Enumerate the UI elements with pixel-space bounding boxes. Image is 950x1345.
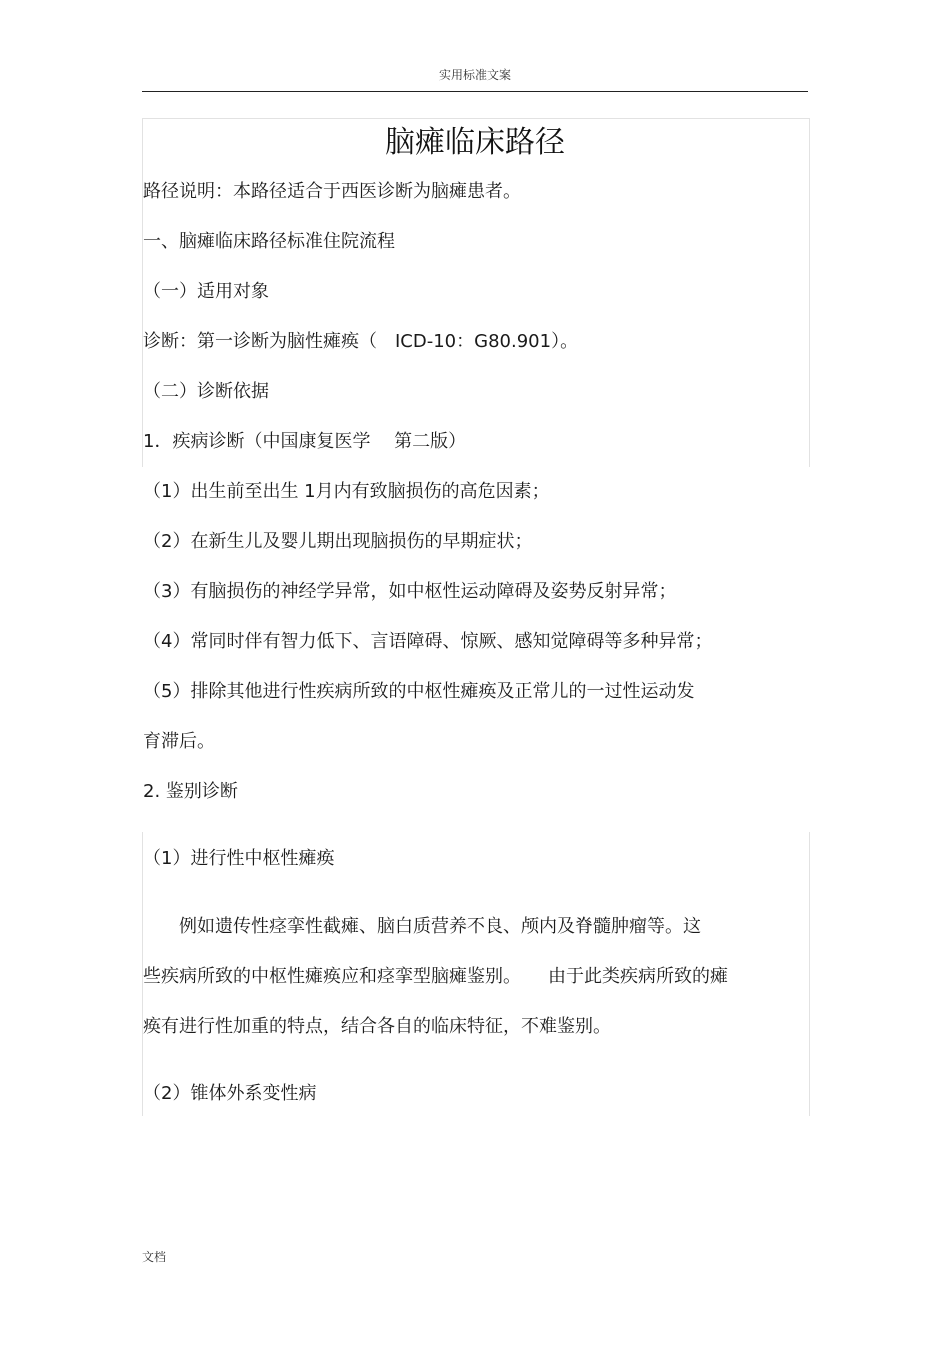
criteria-item-4: （4）常同时伴有智力低下、言语障碍、惊厥、感知觉障碍等多种异常； <box>143 631 713 652</box>
subsection-diagnostic-basis: （二）诊断依据 <box>143 381 269 402</box>
diagnosis-line: 诊断：第一诊断为脑性瘫痪（ ICD-10：G80.901）。 <box>143 331 579 352</box>
criteria-item-5-continued: 育滞后。 <box>143 731 215 752</box>
differential-item-1: （1）进行性中枢性瘫痪 <box>143 848 335 869</box>
criteria-item-3: （3）有脑损伤的神经学异常，如中枢性运动障碍及姿势反射异常； <box>143 581 677 602</box>
section-heading-1: 一、脑瘫临床路径标准住院流程 <box>143 231 395 252</box>
header-divider <box>142 91 808 92</box>
subsection-applicable-objects: （一）适用对象 <box>143 281 269 302</box>
disease-diagnosis-heading: 1．疾病诊断（中国康复医学 第二版） <box>143 431 467 452</box>
paragraph-line-1: 例如遗传性痉挛性截瘫、脑白质营养不良、颅内及脊髓肿瘤等。这 <box>143 916 701 937</box>
criteria-item-5: （5）排除其他进行性疾病所致的中枢性瘫痪及正常儿的一过性运动发 <box>143 681 695 702</box>
path-description: 路径说明：本路径适合于西医诊断为脑瘫患者。 <box>143 181 521 202</box>
differential-diagnosis-heading: 2. 鉴别诊断 <box>143 781 238 802</box>
criteria-item-2: （2）在新生儿及婴儿期出现脑损伤的早期症状； <box>143 531 533 552</box>
page-footer: 文档 <box>142 1250 167 1264</box>
document-title: 脑瘫临床路径 <box>385 125 565 160</box>
differential-item-2: （2）锥体外系变性病 <box>143 1083 317 1104</box>
paragraph-line-2: 些疾病所致的中枢性瘫痪应和痉挛型脑瘫鉴别。 由于此类疾病所致的瘫 <box>143 966 728 987</box>
page-header: 实用标准文案 <box>438 68 511 82</box>
paragraph-line-3: 痪有进行性加重的特点，结合各自的临床特征，不难鉴别。 <box>143 1016 611 1037</box>
criteria-item-1: （1）出生前至出生 1月内有致脑损伤的高危因素； <box>143 481 550 502</box>
